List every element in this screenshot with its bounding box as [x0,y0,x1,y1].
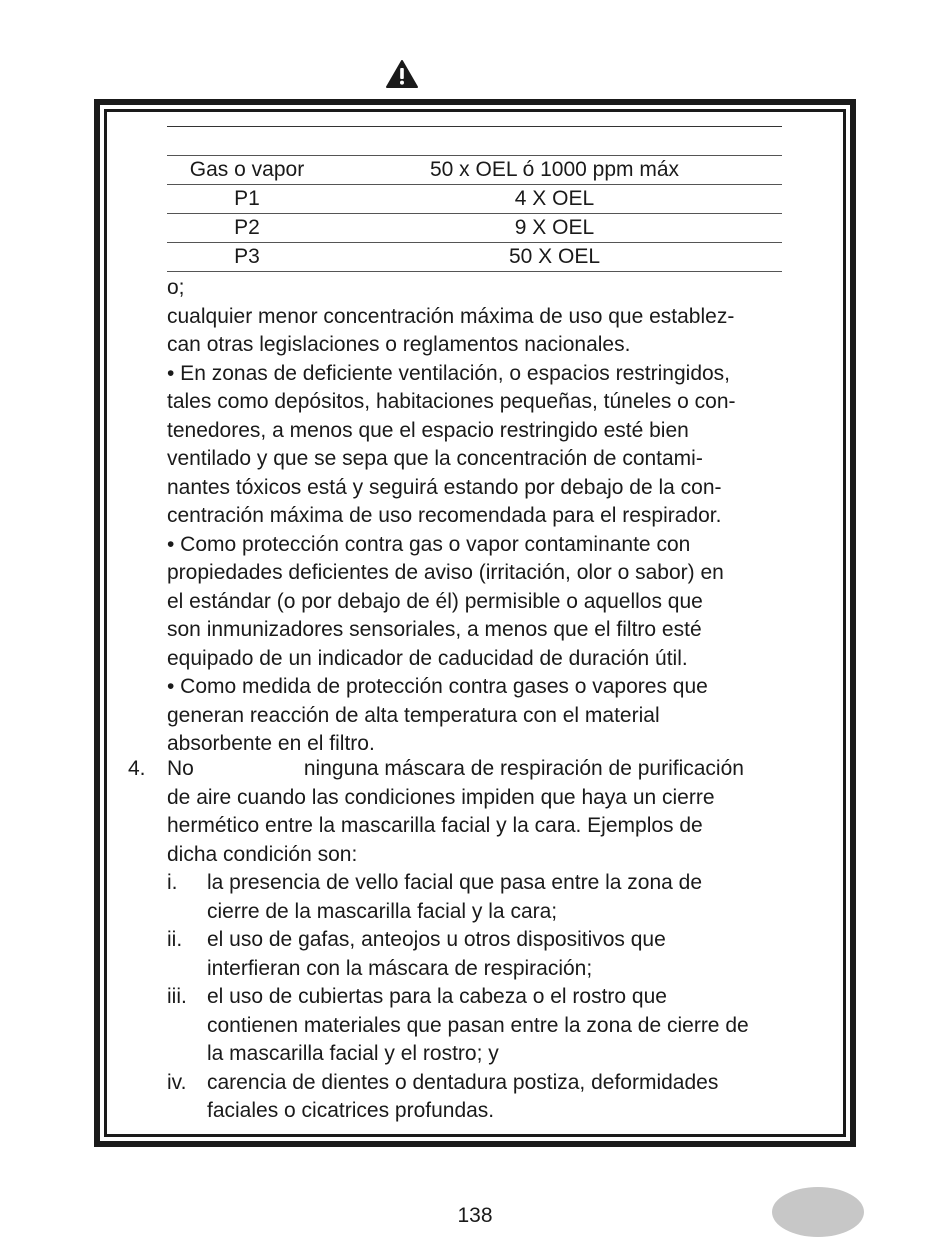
text-line: cualquier menor concentración máxima de uso que establez- [167,304,735,328]
text-line: dicha condición son: [167,842,358,866]
item-first-line-rest: ninguna máscara de respiración de purificación [303,757,744,780]
table-row [167,242,782,272]
text-line: tales como depósitos, habitaciones pequeñas, túneles o con- [167,390,736,413]
list-marker: iv. [167,1070,187,1094]
concentration-table [167,126,782,272]
text-line: contienen materiales que pasan entre la zona de cierre de [207,1013,749,1037]
table-cell-value: 4 X OEL [514,187,595,210]
text-line: la presencia de vello facial que pasa entre la zona de [207,871,702,894]
text-line [167,755,837,784]
list-item [167,1069,837,1126]
table-cell-label: P3 [234,245,260,268]
text-line: • Como protección contra gas o vapor contaminante con [167,532,691,556]
conditions-sublist [167,869,837,1126]
text-line: el estándar (o por debajo de él) permisible o aquellos que [167,589,703,613]
text-line: propiedades deficientes de aviso (irritación, olor o sabor) en [167,561,724,584]
table-cell-label: P1 [234,187,260,210]
text-line: son inmunizadores sensoriales, a menos que el filtro esté [167,618,702,641]
text-line: hermético entre la mascarilla facial y la cara. Ejemplos de [167,814,703,837]
item-first-word: No [167,757,194,780]
language-tab-marker [772,1187,864,1237]
text-line: el uso de cubiertas para la cabeza o el rostro que [207,985,667,1008]
text-line: nantes tóxicos está y seguirá estando por debajo de la con- [167,475,722,499]
table-cell-label: P2 [234,216,260,239]
text-line: • En zonas de deficiente ventilación, o espacios restringidos, [167,361,731,385]
text-line: de aire cuando las condiciones impiden que haya un cierre [167,785,715,809]
list-item [167,869,837,926]
text-line: ventilado y que se sepa que la concentración de contami- [167,447,703,470]
item-text [167,755,837,869]
table-cell-value: 9 X OEL [514,216,595,239]
table-cell-value: 50 X OEL [508,245,601,268]
list-marker: ii. [167,928,183,951]
list-marker: iii. [167,985,187,1008]
table-cell-label: Gas o vapor [189,158,305,181]
list-marker: i. [167,871,178,894]
table-row [167,184,782,213]
text-line: cierre de la mascarilla facial y la cara; [207,899,558,923]
page-number: 138 [457,1204,493,1227]
text-line: generan reacción de alta temperatura con el material [167,703,660,727]
table-header-rule [167,126,782,155]
text-line: • Como medida de protección contra gases o vapores que [167,675,708,698]
text-line: el uso de gafas, anteojos u otros dispositivos que [207,928,666,951]
text-line: absorbente en el filtro. [167,732,375,755]
table-cell-value: 50 x OEL ó 1000 ppm máx [429,158,680,181]
text-line: centración máxima de uso recomendada para el respirador. [167,504,722,527]
table-row [167,213,782,242]
item-number: 4. [128,757,146,780]
warning-triangle-icon [385,59,419,89]
text-line: la mascarilla facial y el rostro; y [207,1042,499,1065]
table-row [167,155,782,184]
text-line: o; [167,276,185,299]
text-line: faciales o cicatrices profundas. [207,1099,495,1122]
text-line: carencia de dientes o dentadura postiza, deformidades [207,1070,719,1094]
list-item [167,926,837,983]
warning-body-text [167,274,837,759]
text-line: can otras legislaciones o reglamentos nacionales. [167,333,631,356]
text-line: equipado de un indicador de caducidad de duración útil. [167,646,688,670]
text-line: interfieran con la máscara de respiración; [207,956,593,980]
list-item [167,983,837,1069]
text-line: tenedores, a menos que el espacio restringido esté bien [167,418,689,442]
